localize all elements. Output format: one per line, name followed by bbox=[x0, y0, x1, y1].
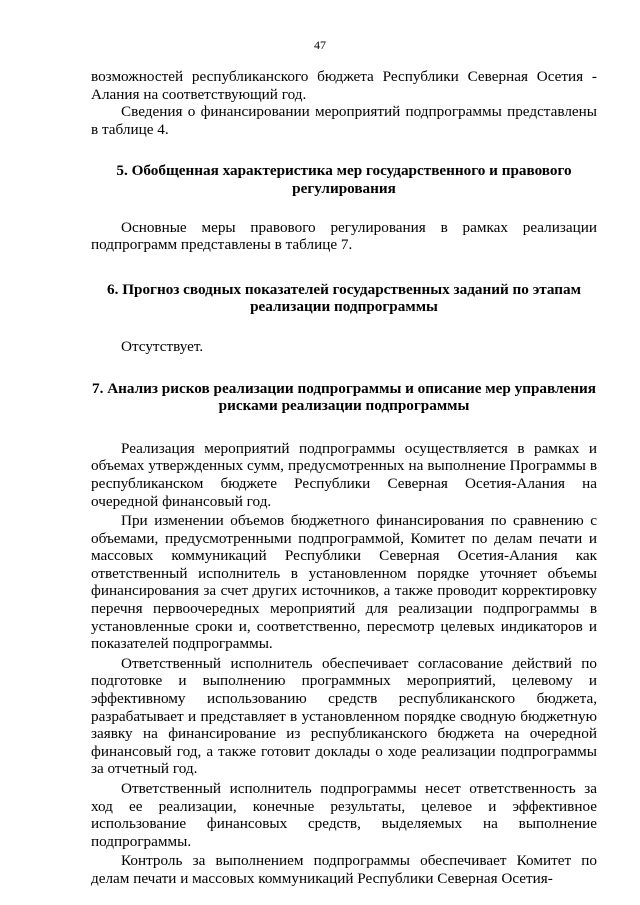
section-6-text: Отсутствует. bbox=[121, 337, 204, 355]
section-7-heading: 7. Анализ рисков реализации подпрограммы и описание мер управления рисками реализации подпрограммы bbox=[92, 379, 596, 415]
section-7-paragraph: Контроль за выполнением подпрограммы обеспечивает Комитет по делам печати и массовых коммуникаций Республики Северная Осетия- bbox=[91, 852, 597, 887]
section-7-paragraph: Реализация мероприятий подпрограммы осуществляется в рамках и объемах утвержденных сумм, предусмотренных на выполнение Программы в республиканском бюджете Республики Северная Осетия-Алания на очередной финансовый год. bbox=[91, 439, 597, 510]
section-7-paragraph: Ответственный исполнитель подпрограммы несет ответственность за ход ее реализации, конечные результаты, целевое и эффективное использование финансовых средств, выделяемых на выполнение подпрограммы. bbox=[91, 780, 597, 850]
section-7-paragraph: Ответственный исполнитель обеспечивает согласование действий по подготовке и выполнению программных мероприятий, целевому и эффективному использованию средств республиканского бюджета, разрабатывает и представляет в установленном порядке сводную бюджетную заявку на финансирование из республиканского бюджета на очередной финансовый год, а также готовит доклады о ходе реализации подпрограммы за отчетный год. bbox=[91, 654, 597, 778]
section-5-heading: 5. Обобщенная характеристика мер государственного и правового регулирования bbox=[116, 162, 572, 197]
section-6-heading: 6. Прогноз сводных показателей государственных заданий по этапам реализации подпрограммы bbox=[107, 280, 581, 316]
section-5-text: Основные меры правового регулирования в рамках реализации подпрограмм представлены в таблице 7. bbox=[91, 218, 597, 254]
section-7-paragraph: При изменении объемов бюджетного финансирования по сравнению с объемами, предусмотренными подпрограммой, Комитет по делам печати и массовых коммуникаций Республики Северная Осетия-Алания как ответственный исполнитель в установленном порядке уточняет объемы финансирования за счет других источников, а также проводит корректировку перечня первоочередных мероприятий для реализации подпрограммы в установленные сроки и, соответственно, пересмотр целевых индикаторов и показателей подпрограммы. bbox=[91, 512, 597, 653]
paragraph-financing-info: Сведения о финансировании мероприятий подпрограммы представлены в таблице 4. bbox=[91, 103, 597, 138]
page-number: 47 bbox=[314, 38, 326, 52]
page-content bbox=[91, 68, 597, 888]
paragraph-budget-continuation: возможностей республиканского бюджета Республики Северная Осетия - Алания на соответствующий год. bbox=[91, 68, 597, 103]
